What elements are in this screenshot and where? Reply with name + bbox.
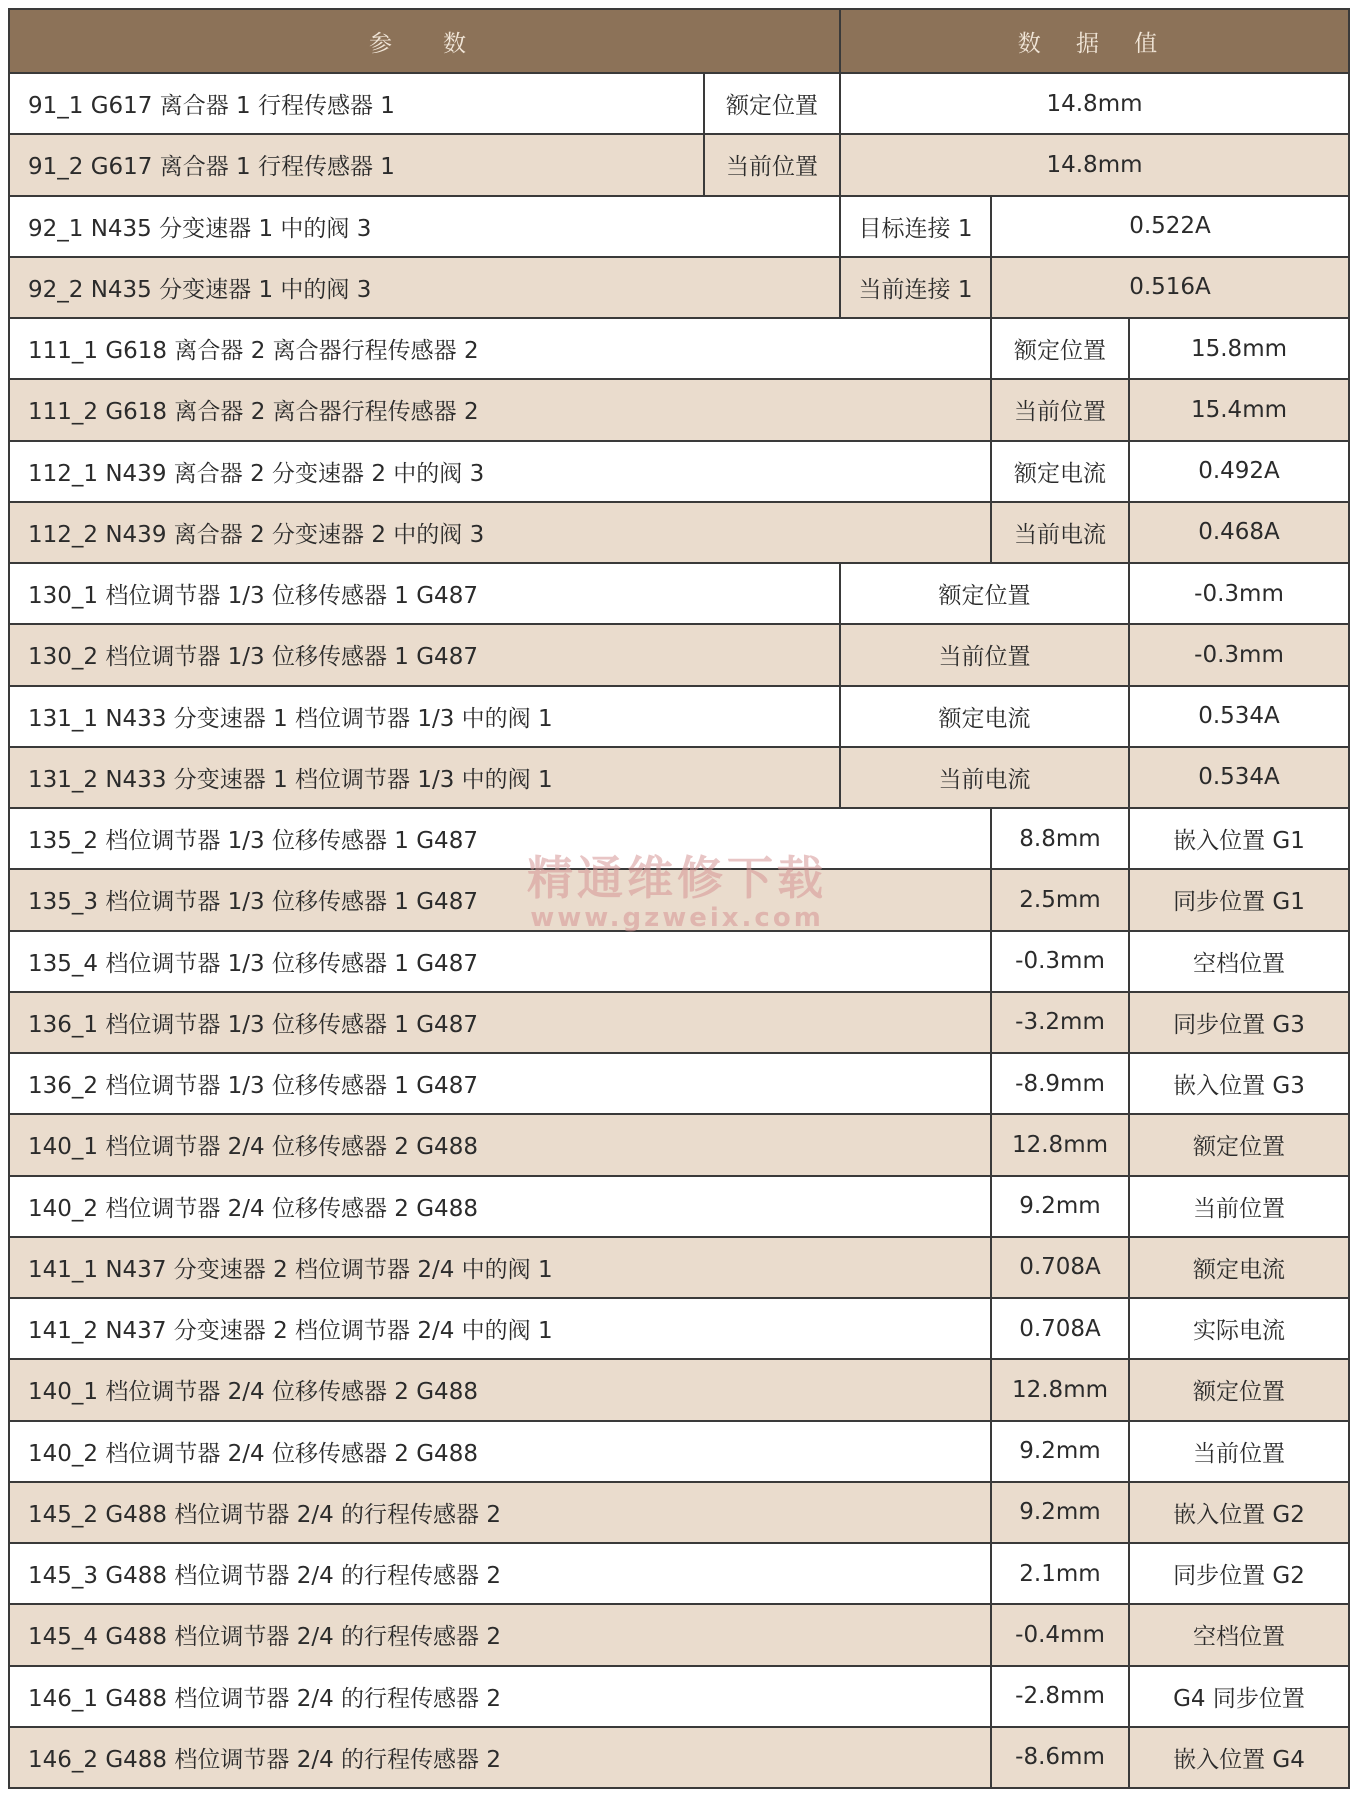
- table-row: [9, 1421, 1349, 1482]
- value-cell: 当前位置: [704, 134, 840, 195]
- watermark-text: 精通维修下载: [527, 851, 827, 905]
- table-row: [9, 73, 1349, 134]
- header-param: 参 数: [9, 9, 840, 73]
- value-cell: 嵌入位置 G3: [1129, 1053, 1349, 1114]
- value-cell: -0.3mm: [1129, 563, 1349, 624]
- table-row: [9, 808, 1349, 869]
- watermark-url: www.gzweix.com: [530, 903, 824, 933]
- value-cell: 同步位置 G1: [1129, 869, 1349, 930]
- table-row: [9, 1604, 1349, 1665]
- param-cell: 140_2 档位调节器 2/4 位移传感器 2 G488: [9, 1176, 991, 1237]
- value-cell: 9.2mm: [991, 1482, 1129, 1543]
- table-row: [9, 1053, 1349, 1114]
- table-header-row: [9, 9, 1349, 73]
- value-cell: 当前位置: [991, 379, 1129, 440]
- param-cell: 111_2 G618 离合器 2 离合器行程传感器 2: [9, 379, 991, 440]
- param-cell: 135_2 档位调节器 1/3 位移传感器 1 G487: [9, 808, 991, 869]
- header-value: 数 据 值: [840, 9, 1349, 73]
- table-body: [9, 73, 1349, 1788]
- value-cell: -2.8mm: [991, 1666, 1129, 1727]
- table-row: [9, 747, 1349, 808]
- value-cell: 0.534A: [1129, 747, 1349, 808]
- param-cell: 130_1 档位调节器 1/3 位移传感器 1 G487: [9, 563, 840, 624]
- value-cell: -3.2mm: [991, 992, 1129, 1053]
- param-cell: 91_2 G617 离合器 1 行程传感器 1: [9, 134, 704, 195]
- table-row: [9, 134, 1349, 195]
- value-cell: 9.2mm: [991, 1176, 1129, 1237]
- table-row: [9, 196, 1349, 257]
- parameter-table: [8, 8, 1350, 1789]
- value-cell: 嵌入位置 G2: [1129, 1482, 1349, 1543]
- value-cell: 当前电流: [840, 747, 1129, 808]
- table-row: [9, 1237, 1349, 1298]
- value-cell: 额定电流: [840, 686, 1129, 747]
- param-cell: 111_1 G618 离合器 2 离合器行程传感器 2: [9, 318, 991, 379]
- table-row: [9, 931, 1349, 992]
- value-cell: 0.708A: [991, 1237, 1129, 1298]
- table-row: [9, 1114, 1349, 1175]
- table-row: [9, 1359, 1349, 1420]
- table-row: [9, 563, 1349, 624]
- table-row: [9, 1298, 1349, 1359]
- table-row: [9, 318, 1349, 379]
- value-cell: 额定位置: [991, 318, 1129, 379]
- table-row: [9, 1543, 1349, 1604]
- table-row: [9, 686, 1349, 747]
- value-cell: 12.8mm: [991, 1114, 1129, 1175]
- param-cell: 141_2 N437 分变速器 2 档位调节器 2/4 中的阀 1: [9, 1298, 991, 1359]
- table-row: [9, 257, 1349, 318]
- value-cell: 15.8mm: [1129, 318, 1349, 379]
- value-cell: 额定电流: [1129, 1237, 1349, 1298]
- value-cell: 额定位置: [840, 563, 1129, 624]
- value-cell: 0.534A: [1129, 686, 1349, 747]
- value-cell: 2.5mm: [991, 869, 1129, 930]
- param-cell: 145_3 G488 档位调节器 2/4 的行程传感器 2: [9, 1543, 991, 1604]
- table-row: [9, 1482, 1349, 1543]
- table-row: [9, 1666, 1349, 1727]
- param-cell: 112_1 N439 离合器 2 分变速器 2 中的阀 3: [9, 441, 991, 502]
- value-cell: G4 同步位置: [1129, 1666, 1349, 1727]
- value-cell: -0.3mm: [991, 931, 1129, 992]
- value-cell: -0.4mm: [991, 1604, 1129, 1665]
- value-cell: -8.9mm: [991, 1053, 1129, 1114]
- param-cell: 131_2 N433 分变速器 1 档位调节器 1/3 中的阀 1: [9, 747, 840, 808]
- param-cell: 130_2 档位调节器 1/3 位移传感器 1 G487: [9, 624, 840, 685]
- value-cell: 同步位置 G2: [1129, 1543, 1349, 1604]
- value-cell: 2.1mm: [991, 1543, 1129, 1604]
- param-cell: 112_2 N439 离合器 2 分变速器 2 中的阀 3: [9, 502, 991, 563]
- param-cell: 140_1 档位调节器 2/4 位移传感器 2 G488: [9, 1359, 991, 1420]
- value-cell: 15.4mm: [1129, 379, 1349, 440]
- value-cell: -0.3mm: [1129, 624, 1349, 685]
- value-cell: 当前连接 1: [840, 257, 991, 318]
- value-cell: 0.708A: [991, 1298, 1129, 1359]
- table-row: [9, 869, 1349, 930]
- table-row: [9, 379, 1349, 440]
- param-cell: 131_1 N433 分变速器 1 档位调节器 1/3 中的阀 1: [9, 686, 840, 747]
- value-cell: 8.8mm: [991, 808, 1129, 869]
- param-cell: 140_2 档位调节器 2/4 位移传感器 2 G488: [9, 1421, 991, 1482]
- value-cell: 实际电流: [1129, 1298, 1349, 1359]
- value-cell: 当前位置: [1129, 1421, 1349, 1482]
- param-cell: 140_1 档位调节器 2/4 位移传感器 2 G488: [9, 1114, 991, 1175]
- param-cell: 146_2 G488 档位调节器 2/4 的行程传感器 2: [9, 1727, 991, 1788]
- param-cell: 92_1 N435 分变速器 1 中的阀 3: [9, 196, 840, 257]
- table-row: [9, 1176, 1349, 1237]
- param-cell: 141_1 N437 分变速器 2 档位调节器 2/4 中的阀 1: [9, 1237, 991, 1298]
- value-cell: 额定位置: [1129, 1114, 1349, 1175]
- value-cell: 0.522A: [991, 196, 1349, 257]
- table-row: [9, 1727, 1349, 1788]
- value-cell: 14.8mm: [840, 73, 1349, 134]
- table-row: [9, 502, 1349, 563]
- value-cell: 嵌入位置 G1: [1129, 808, 1349, 869]
- value-cell: 当前位置: [1129, 1176, 1349, 1237]
- value-cell: -8.6mm: [991, 1727, 1129, 1788]
- param-cell: 136_1 档位调节器 1/3 位移传感器 1 G487: [9, 992, 991, 1053]
- param-cell: 145_4 G488 档位调节器 2/4 的行程传感器 2: [9, 1604, 991, 1665]
- table-row: [9, 992, 1349, 1053]
- value-cell: 当前电流: [991, 502, 1129, 563]
- value-cell: 嵌入位置 G4: [1129, 1727, 1349, 1788]
- value-cell: 空档位置: [1129, 931, 1349, 992]
- value-cell: 14.8mm: [840, 134, 1349, 195]
- value-cell: 空档位置: [1129, 1604, 1349, 1665]
- value-cell: 同步位置 G3: [1129, 992, 1349, 1053]
- param-cell: 146_1 G488 档位调节器 2/4 的行程传感器 2: [9, 1666, 991, 1727]
- value-cell: 9.2mm: [991, 1421, 1129, 1482]
- param-cell: 92_2 N435 分变速器 1 中的阀 3: [9, 257, 840, 318]
- param-cell: 91_1 G617 离合器 1 行程传感器 1: [9, 73, 704, 134]
- value-cell: 0.468A: [1129, 502, 1349, 563]
- value-cell: 额定位置: [704, 73, 840, 134]
- param-cell: 145_2 G488 档位调节器 2/4 的行程传感器 2: [9, 1482, 991, 1543]
- table-row: [9, 624, 1349, 685]
- value-cell: 12.8mm: [991, 1359, 1129, 1420]
- table-row: [9, 441, 1349, 502]
- value-cell: 0.492A: [1129, 441, 1349, 502]
- param-cell: 135_3 档位调节器 1/3 位移传感器 1 G487: [9, 869, 991, 930]
- value-cell: 当前位置: [840, 624, 1129, 685]
- param-cell: 135_4 档位调节器 1/3 位移传感器 1 G487: [9, 931, 991, 992]
- param-cell: 136_2 档位调节器 1/3 位移传感器 1 G487: [9, 1053, 991, 1114]
- value-cell: 0.516A: [991, 257, 1349, 318]
- value-cell: 额定电流: [991, 441, 1129, 502]
- value-cell: 目标连接 1: [840, 196, 991, 257]
- value-cell: 额定位置: [1129, 1359, 1349, 1420]
